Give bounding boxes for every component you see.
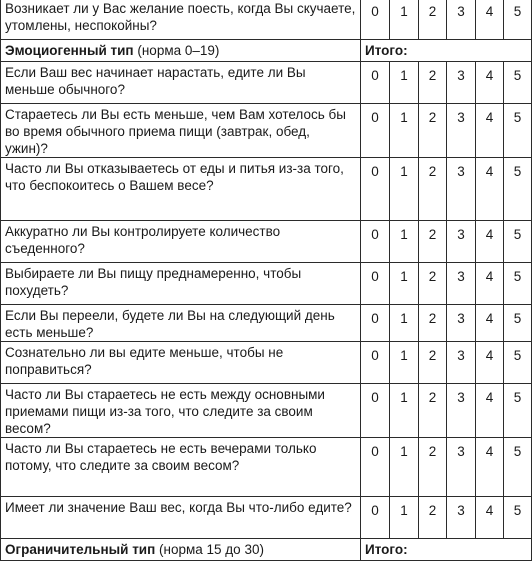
score-option-3[interactable]: 3 — [447, 263, 476, 305]
score-option-0[interactable]: 0 — [361, 62, 390, 104]
score-option-4[interactable]: 4 — [476, 384, 504, 438]
score-option-5[interactable]: 5 — [504, 62, 532, 104]
score-option-4[interactable]: 4 — [476, 263, 504, 305]
question-row — [1, 497, 532, 539]
score-option-3[interactable]: 3 — [447, 438, 476, 497]
question-text: Выбираете ли Вы пищу преднамеренно, чтобы похудеть? — [1, 263, 361, 305]
score-option-1[interactable]: 1 — [390, 342, 419, 384]
score-option-2[interactable]: 2 — [419, 438, 447, 497]
score-option-2[interactable]: 2 — [419, 0, 447, 40]
score-option-2[interactable]: 2 — [419, 305, 447, 342]
score-option-2[interactable]: 2 — [419, 62, 447, 104]
total-label: Итого: — [361, 539, 532, 561]
question-row — [1, 305, 532, 342]
score-option-1[interactable]: 1 — [390, 104, 419, 158]
score-option-1[interactable]: 1 — [390, 438, 419, 497]
score-option-2[interactable]: 2 — [419, 158, 447, 221]
score-option-1[interactable]: 1 — [390, 221, 419, 263]
question-text: Стараетесь ли Вы есть меньше, чем Вам хотелось бы во время обычного приема пищи (завтрак, обед, ужин)? — [1, 104, 361, 158]
question-text: Часто ли Вы стараетесь не есть вечерами только потому, что следите за своим весом? — [1, 438, 361, 497]
questionnaire-body — [1, 0, 532, 561]
norm-range: (норма 15 до 30) — [159, 542, 264, 557]
score-option-5[interactable]: 5 — [504, 221, 532, 263]
eating-type-name: Ограничительный тип — [5, 542, 156, 557]
score-option-5[interactable]: 5 — [504, 263, 532, 305]
score-option-1[interactable]: 1 — [390, 263, 419, 305]
score-option-5[interactable]: 5 — [504, 438, 532, 497]
question-row — [1, 221, 532, 263]
score-option-1[interactable]: 1 — [390, 0, 419, 40]
score-option-2[interactable]: 2 — [419, 342, 447, 384]
question-text: Часто ли Вы стараетесь не есть между основными приемами пищи из-за того, что следите за своим весом? — [1, 384, 361, 438]
score-option-3[interactable]: 3 — [447, 221, 476, 263]
score-option-0[interactable]: 0 — [361, 263, 390, 305]
type-summary-label — [1, 539, 361, 561]
question-row — [1, 104, 532, 158]
question-row — [1, 342, 532, 384]
score-option-0[interactable]: 0 — [361, 305, 390, 342]
eating-type-name: Эмоциогенный тип — [5, 43, 134, 58]
score-option-1[interactable]: 1 — [390, 497, 419, 539]
score-option-5[interactable]: 5 — [504, 384, 532, 438]
type-summary-row — [1, 40, 532, 62]
score-option-1[interactable]: 1 — [390, 158, 419, 221]
question-text: Аккуратно ли Вы контролируете количество съеденного? — [1, 221, 361, 263]
score-option-5[interactable]: 5 — [504, 305, 532, 342]
score-option-2[interactable]: 2 — [419, 263, 447, 305]
norm-range: (норма 0–19) — [137, 43, 220, 58]
score-option-0[interactable]: 0 — [361, 0, 390, 40]
score-option-1[interactable]: 1 — [390, 62, 419, 104]
question-row — [1, 158, 532, 221]
score-option-4[interactable]: 4 — [476, 221, 504, 263]
score-option-1[interactable]: 1 — [390, 305, 419, 342]
score-option-5[interactable]: 5 — [504, 497, 532, 539]
question-row — [1, 62, 532, 104]
score-option-0[interactable]: 0 — [361, 438, 390, 497]
question-text: Часто ли Вы отказываетесь от еды и питья из-за того, что беспокоитесь о Вашем весе? — [1, 158, 361, 221]
score-option-3[interactable]: 3 — [447, 158, 476, 221]
score-option-0[interactable]: 0 — [361, 497, 390, 539]
score-option-3[interactable]: 3 — [447, 384, 476, 438]
question-text: Если Ваш вес начинает нарастать, едите ли Вы меньше обычного? — [1, 62, 361, 104]
score-option-3[interactable]: 3 — [447, 62, 476, 104]
score-option-4[interactable]: 4 — [476, 0, 504, 40]
score-option-0[interactable]: 0 — [361, 221, 390, 263]
score-option-3[interactable]: 3 — [447, 342, 476, 384]
score-option-4[interactable]: 4 — [476, 62, 504, 104]
question-text: Возникает ли у Вас желание поесть, когда Вы скучаете, утомлены, неспокойны? — [1, 0, 361, 40]
score-option-4[interactable]: 4 — [476, 342, 504, 384]
total-label: Итого: — [361, 40, 532, 62]
score-option-5[interactable]: 5 — [504, 342, 532, 384]
score-option-4[interactable]: 4 — [476, 305, 504, 342]
score-option-3[interactable]: 3 — [447, 0, 476, 40]
score-option-0[interactable]: 0 — [361, 104, 390, 158]
type-summary-label — [1, 40, 361, 62]
score-option-2[interactable]: 2 — [419, 221, 447, 263]
question-row — [1, 0, 532, 40]
type-summary-row — [1, 539, 532, 561]
question-text: Если Вы переели, будете ли Вы на следующий день есть меньше? — [1, 305, 361, 342]
score-option-4[interactable]: 4 — [476, 438, 504, 497]
score-option-2[interactable]: 2 — [419, 384, 447, 438]
score-option-5[interactable]: 5 — [504, 0, 532, 40]
question-text: Имеет ли значение Ваш вес, когда Вы что-либо едите? — [1, 497, 361, 539]
score-option-4[interactable]: 4 — [476, 158, 504, 221]
score-option-0[interactable]: 0 — [361, 342, 390, 384]
score-option-5[interactable]: 5 — [504, 158, 532, 221]
score-option-0[interactable]: 0 — [361, 384, 390, 438]
question-row — [1, 263, 532, 305]
score-option-3[interactable]: 3 — [447, 497, 476, 539]
question-row — [1, 384, 532, 438]
score-option-1[interactable]: 1 — [390, 384, 419, 438]
score-option-2[interactable]: 2 — [419, 104, 447, 158]
score-option-3[interactable]: 3 — [447, 104, 476, 158]
score-option-3[interactable]: 3 — [447, 305, 476, 342]
question-row — [1, 438, 532, 497]
score-option-4[interactable]: 4 — [476, 497, 504, 539]
question-text: Сознательно ли вы едите меньше, чтобы не поправиться? — [1, 342, 361, 384]
score-option-4[interactable]: 4 — [476, 104, 504, 158]
score-option-5[interactable]: 5 — [504, 104, 532, 158]
score-option-0[interactable]: 0 — [361, 158, 390, 221]
score-option-2[interactable]: 2 — [419, 497, 447, 539]
